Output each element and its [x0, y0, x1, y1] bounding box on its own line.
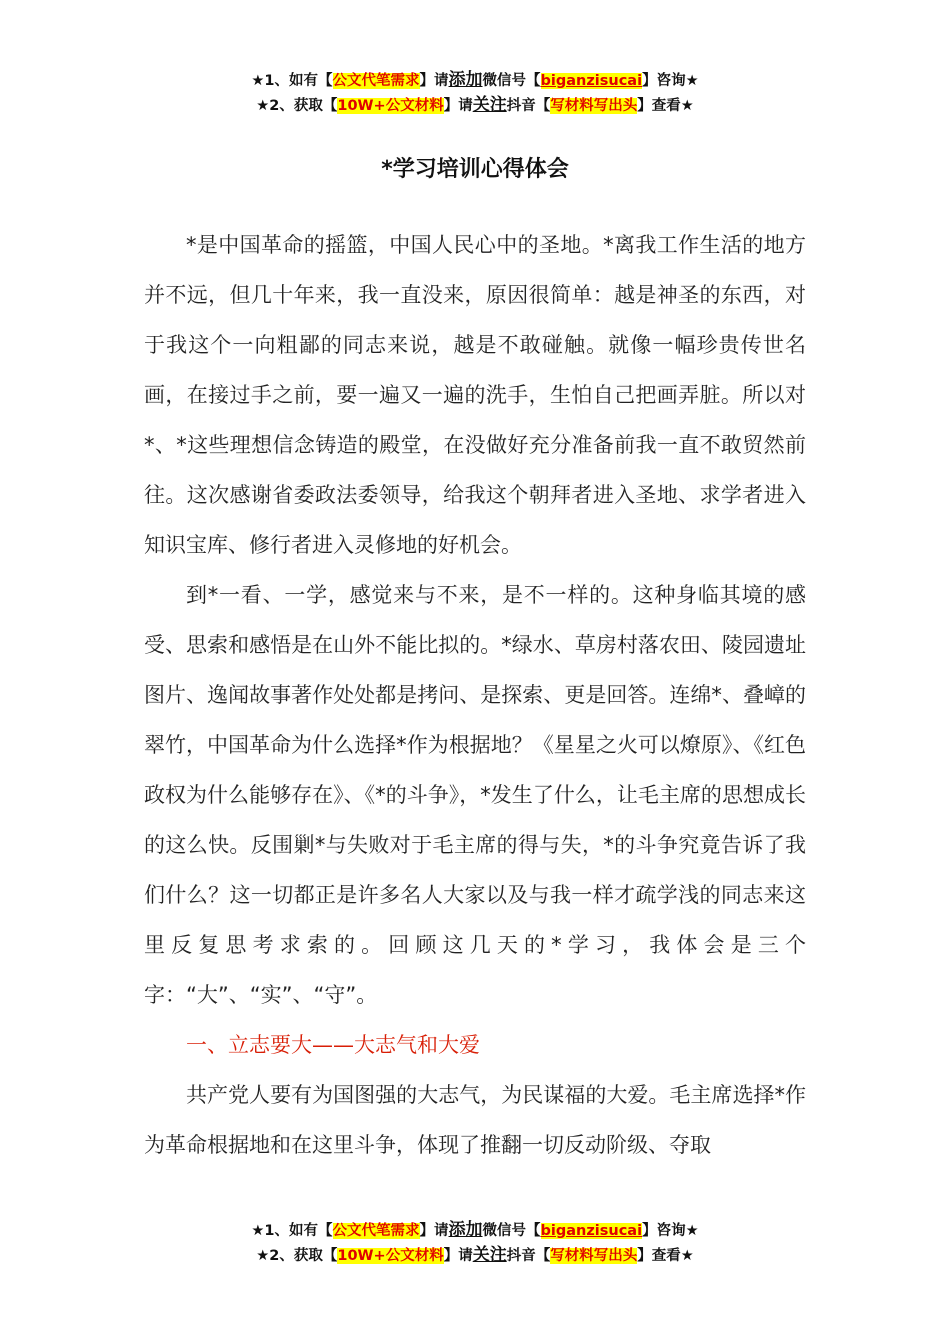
body-paragraph: *是中国革命的摇篮，中国人民心中的圣地。*离我工作生活的地方并不远，但几十年来，我一直没来，原因很简单：越是神圣的东西，对于我这个一向粗鄙的同志来说，越是不敢碰触。就像一幅珍贵传世名画，在接过手之前，要一遍又一遍的洗手，生怕自己把画弄脏。所以对*、*这些理想信念铸造的殿堂，在没做好充分准备前我一直不敢贸然前往。这次感谢省委政法委领导，给我这个朝拜者进入圣地、求学者进入知识宝库、修行者进入灵修地的好机会。 — [144, 233, 806, 557]
banner-text: 抖音【 — [506, 98, 551, 114]
footer-banner-line-2 — [0, 1243, 950, 1268]
add-emphasis: 添加 — [448, 1220, 483, 1240]
douyin-account-highlight: 写材料写出头 — [550, 98, 638, 114]
footer-banner — [0, 1218, 950, 1268]
header-banner-line-1 — [0, 68, 950, 93]
follow-emphasis: 关注 — [472, 1245, 507, 1265]
section-heading: 一、立志要大——大志气和大爱 — [186, 1033, 480, 1057]
document-body — [144, 220, 806, 1170]
banner-text: 微信号【 — [482, 1223, 541, 1239]
banner-text: ★1、如有【 — [251, 73, 333, 89]
banner-text: ★2、获取【 — [256, 98, 338, 114]
banner-text: 】请 — [443, 98, 473, 114]
banner-text: ★2、获取【 — [256, 1248, 338, 1264]
banner-text: 】查看★ — [637, 98, 694, 114]
banner-text: 微信号【 — [482, 73, 541, 89]
banner-text: 】请 — [419, 73, 449, 89]
materials-highlight: 10W+公文材料 — [337, 98, 444, 114]
body-paragraph: 到*一看、一学，感觉来与不来，是不一样的。这种身临其境的感受、思索和感悟是在山外不能比拟的。*绿水、草房村落农田、陵园遗址图片、逸闻故事著作处处都是拷问、是探索、更是回答。连绵*、叠嶂的翠竹，中国革命为什么选择*作为根据地？《星星之火可以燎原》、《红色政权为什么能够存在》、《*的斗争》，*发生了什么，让毛主席的思想成长的这么快。反围剿*与失败对于毛主席的得与失，*的斗争究竟告诉了我们什么？这一切都正是许多名人大家以及与我一样才疏学浅的同志来这里反复思考求索的。回顾这几天的*学习，我体会是三个字：“大”、“实”、“守”。 — [144, 583, 806, 1007]
footer-banner-line-1 — [0, 1218, 950, 1243]
wechat-id-link[interactable]: biganzisucai — [540, 1223, 643, 1239]
banner-text: ★1、如有【 — [251, 1223, 333, 1239]
banner-text: 抖音【 — [506, 1248, 551, 1264]
banner-text: 】咨询★ — [642, 1223, 699, 1239]
materials-highlight: 10W+公文材料 — [337, 1248, 444, 1264]
ghostwriting-highlight: 公文代笔需求 — [332, 73, 420, 89]
ghostwriting-highlight: 公文代笔需求 — [332, 1223, 420, 1239]
wechat-id-link[interactable]: biganzisucai — [540, 73, 643, 89]
banner-text: 】咨询★ — [642, 73, 699, 89]
add-emphasis: 添加 — [448, 70, 483, 90]
body-paragraph: 共产党人要有为国图强的大志气，为民谋福的大爱。毛主席选择*作为革命根据地和在这里斗争，体现了推翻一切反动阶级、夺取 — [144, 1083, 806, 1157]
douyin-account-highlight: 写材料写出头 — [550, 1248, 638, 1264]
follow-emphasis: 关注 — [472, 95, 507, 115]
header-banner-line-2 — [0, 93, 950, 118]
banner-text: 】请 — [443, 1248, 473, 1264]
banner-text: 】查看★ — [637, 1248, 694, 1264]
banner-text: 】请 — [419, 1223, 449, 1239]
document-title: *学习培训心得体会 — [381, 157, 569, 182]
header-banner — [0, 68, 950, 118]
